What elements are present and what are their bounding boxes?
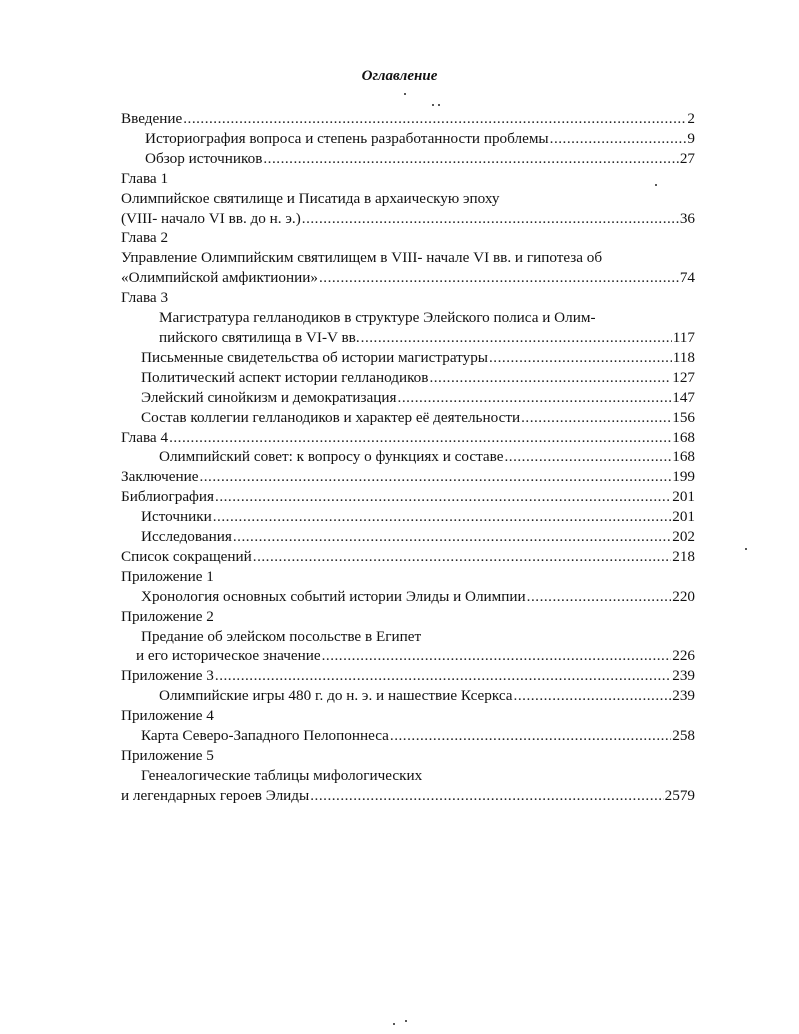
toc-page-number: 127 — [672, 368, 695, 386]
toc-heading-chapter-3: Глава 3 — [121, 289, 169, 307]
toc-page-number: 239 — [672, 667, 695, 685]
toc-heading-appendix-2: Приложение 2 — [121, 607, 214, 625]
leader-dots — [183, 109, 686, 129]
toc-row-appendix-3[interactable] — [121, 666, 695, 686]
toc-page-number: 27 — [679, 149, 695, 167]
toc-row-synoecism[interactable] — [121, 388, 695, 408]
toc-page-number: 168 — [672, 428, 695, 446]
leader-dots — [253, 547, 671, 567]
toc-label: Заключение — [121, 468, 199, 486]
toc-page-number: 74 — [679, 269, 695, 287]
toc-chapter-3-title: Магистратура гелланодиков в структуре Элейского полиса и Олим- — [159, 309, 596, 327]
toc-row-studies[interactable] — [121, 527, 695, 547]
toc-page-number: 218 — [672, 547, 695, 565]
toc-row-appendix-2[interactable] — [121, 646, 695, 666]
leader-dots — [514, 686, 672, 706]
toc-page-number: 201 — [672, 488, 695, 506]
scan-speck — [438, 104, 440, 106]
leader-dots — [489, 348, 672, 368]
toc-page-number: 2 — [687, 110, 695, 127]
toc-row-chapter-2[interactable] — [121, 268, 695, 288]
toc-row-college-composition[interactable] — [121, 408, 695, 428]
toc-label: Исследования — [141, 528, 232, 546]
toc-row-olympic-council[interactable] — [121, 447, 695, 467]
toc-row-abbreviations[interactable] — [121, 547, 695, 567]
scan-speck — [745, 548, 747, 550]
leader-dots — [550, 129, 687, 149]
page-title: Оглавление — [361, 68, 438, 84]
leader-dots — [429, 368, 671, 388]
leader-dots — [169, 428, 671, 448]
scan-speck — [655, 184, 657, 186]
toc-label: Глава 4 — [121, 428, 169, 446]
toc-row-political-aspect[interactable] — [121, 368, 695, 388]
toc-page-number: 168 — [672, 448, 695, 466]
toc-appendix-2-title: Предание об элейском посольстве в Египет — [141, 627, 422, 645]
toc-row-chapter-3[interactable] — [121, 328, 695, 348]
toc-page-number: 36 — [679, 209, 695, 227]
leader-dots — [199, 467, 671, 487]
toc-page-number: 201 — [672, 508, 695, 526]
leader-dots — [361, 328, 672, 348]
toc-label: и его историческое значение — [136, 647, 321, 665]
leader-dots — [215, 666, 671, 686]
toc-heading-appendix-4: Приложение 4 — [121, 707, 214, 725]
toc-page-number: 117 — [672, 328, 695, 346]
leader-dots — [527, 587, 672, 607]
leader-dots — [233, 527, 671, 547]
toc-label: Хронология основных событий истории Элиды и Олимпии — [141, 587, 526, 605]
toc-label: (VIII- начало VI вв. до н. э.) — [121, 209, 301, 227]
leader-dots — [390, 726, 671, 746]
toc-label: Список сокращений — [121, 547, 252, 565]
toc-label: Письменные свидетельства об истории магистратуры — [141, 348, 488, 366]
leader-dots — [322, 646, 672, 666]
toc-row-conclusion[interactable] — [121, 467, 695, 487]
toc-page-number: 239 — [672, 687, 695, 705]
scan-speck — [404, 93, 406, 95]
toc-heading-chapter-1: Глава 1 — [121, 169, 169, 187]
toc-heading-appendix-1: Приложение 1 — [121, 567, 214, 585]
toc-page-number: 147 — [672, 388, 695, 406]
toc-row-written-evidence[interactable] — [121, 348, 695, 368]
toc-page-number: 258 — [672, 727, 695, 745]
toc-label: Олимпийские игры 480 г. до н. э. и нашествие Ксеркса — [159, 687, 513, 705]
toc-chapter-2-title: Управление Олимпийским святилищем в VIII- начале VI вв. и гипотеза об — [121, 249, 603, 267]
scan-speck — [432, 104, 434, 106]
toc-page-number: 156 — [672, 408, 695, 426]
leader-dots — [263, 149, 678, 169]
scan-speck — [405, 1020, 407, 1022]
toc-row-bibliography[interactable] — [121, 487, 695, 507]
toc-label: Приложение 3 — [121, 667, 214, 685]
toc-label: Элейский синойкизм и демократизация — [141, 388, 397, 406]
leader-dots — [215, 487, 671, 507]
toc-row-sources[interactable] — [121, 507, 695, 527]
toc-label: пийского святилища в VI-V вв. — [159, 328, 360, 346]
leader-dots — [398, 388, 672, 408]
toc-row-olympic-games-480[interactable] — [121, 686, 695, 706]
leader-dots — [302, 209, 679, 229]
toc-label: Обзор источников — [145, 149, 263, 167]
toc-page-number: 199 — [672, 468, 695, 486]
toc-page-number: 202 — [672, 528, 695, 546]
leader-dots — [310, 786, 663, 806]
toc-label: Библиография — [121, 488, 215, 506]
toc-label: Олимпийский совет: к вопросу о функциях и составе — [159, 448, 504, 466]
toc-page-number: 220 — [672, 587, 695, 605]
leader-dots — [521, 408, 671, 428]
toc-heading-appendix-5: Приложение 5 — [121, 747, 214, 764]
toc-row-historiography[interactable] — [121, 129, 695, 149]
toc-label: и легендарных героев Элиды — [121, 786, 310, 804]
scan-speck — [393, 1023, 395, 1025]
toc-label: Политический аспект истории гелланодиков — [141, 368, 429, 386]
toc-row-appendix-1[interactable] — [121, 587, 695, 607]
toc-page-number: 2579 — [664, 786, 695, 804]
toc-row-sources-review[interactable] — [121, 149, 695, 169]
leader-dots — [213, 507, 671, 527]
toc-heading-chapter-2: Глава 2 — [121, 229, 169, 247]
toc-page-number: 9 — [687, 129, 695, 147]
toc-appendix-5-title: Генеалогические таблицы мифологических — [141, 766, 423, 784]
toc-label: Состав коллегии гелланодиков и характер её деятельности — [141, 408, 521, 426]
toc-row-appendix-4[interactable] — [121, 726, 695, 746]
toc-label: Историография вопроса и степень разработанности проблемы — [145, 129, 549, 147]
toc-row-chapter-1[interactable] — [121, 209, 695, 229]
toc-page-number: 118 — [672, 348, 695, 366]
toc-label: Карта Северо-Западного Пелопоннеса — [141, 727, 389, 745]
toc-chapter-1-title: Олимпийское святилище и Писатида в архаическую эпоху — [121, 189, 500, 207]
leader-dots — [319, 268, 679, 288]
toc-label: «Олимпийской амфиктионии» — [121, 269, 318, 287]
leader-dots — [504, 447, 671, 467]
toc-row-appendix-5[interactable] — [121, 786, 695, 806]
toc-page-number: 226 — [672, 647, 695, 665]
toc-row-chapter-4[interactable] — [121, 428, 695, 448]
toc-row-introduction[interactable] — [121, 109, 695, 129]
toc-label: Источники — [141, 508, 212, 526]
table-of-contents — [121, 109, 695, 806]
toc-label: Введение — [121, 110, 183, 127]
